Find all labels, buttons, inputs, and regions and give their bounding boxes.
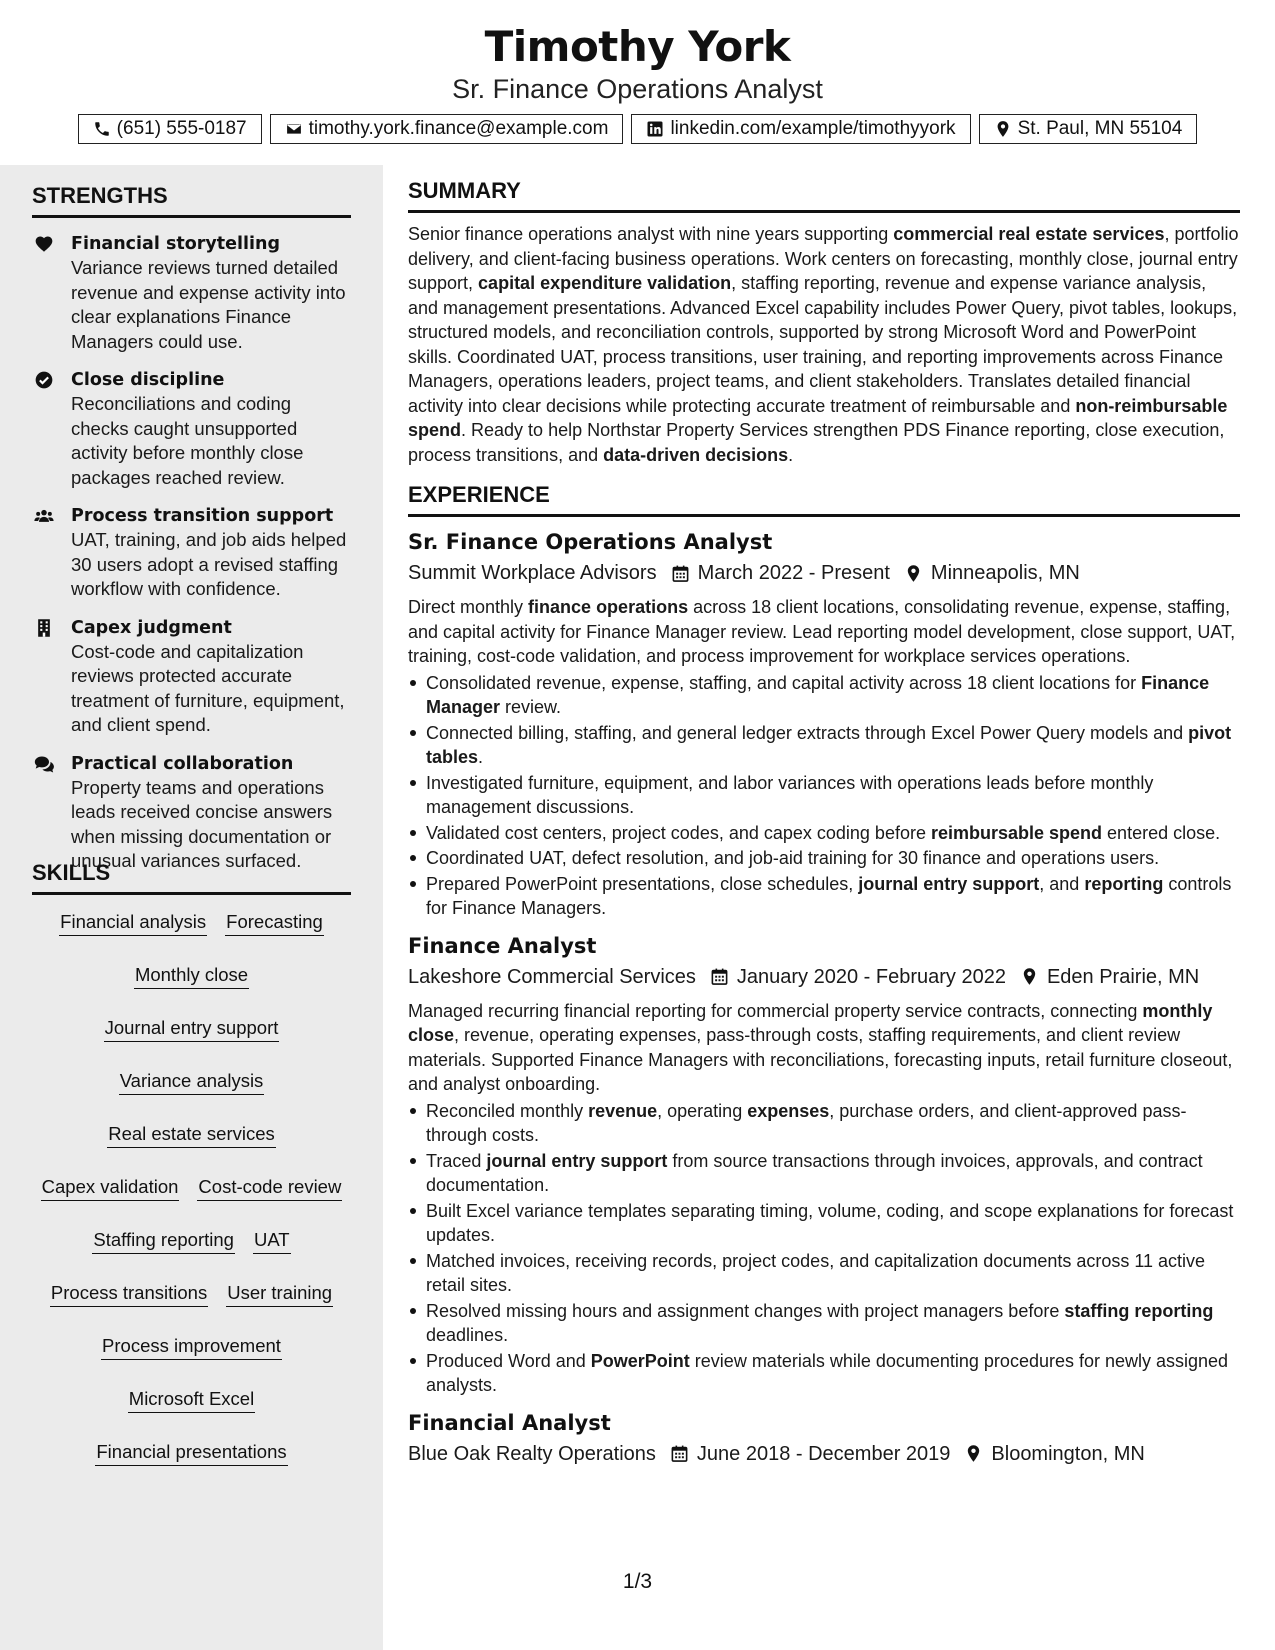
- contact-linkedin-text: linkedin.com/example/timothyyork: [670, 118, 956, 139]
- page-number: [0, 1570, 1275, 1594]
- emphasis-text: finance operations: [528, 597, 689, 617]
- emphasis-text: PowerPoint: [590, 1350, 690, 1371]
- comments-icon: [34, 754, 54, 774]
- skill-tag: Monthly close: [134, 962, 249, 989]
- emphasis-text: commercial real estate services: [893, 224, 1165, 244]
- summary-title: SUMMARY: [408, 178, 521, 203]
- envelope-icon: [285, 120, 303, 138]
- job-bullet: Matched invoices, receiving records, project codes, and capitalization documents across 11 active retail sites.: [408, 1249, 1240, 1298]
- job-bullet: Built Excel variance templates separating timing, volume, coding, and scope explanations for forecast updates.: [408, 1199, 1240, 1248]
- strength-item: [32, 504, 351, 602]
- section-divider: [408, 210, 1240, 213]
- job-intro: Direct monthly finance operations across 18 client locations, consolidating revenue, expense, staffing, and capital activity for Finance Manager review. Lead reporting model development, close support, UAT, training, cost-code validation, and process improvement for workplace services operations.: [408, 597, 1236, 666]
- sidebar: [0, 165, 383, 1650]
- emphasis-text: staffing reporting: [1064, 1300, 1214, 1321]
- strength-item: [32, 752, 351, 874]
- heart-icon: [34, 234, 54, 254]
- job-location: Minneapolis, MN: [930, 562, 1080, 584]
- skill-tag: Microsoft Excel: [128, 1386, 255, 1413]
- job-meta: [408, 559, 1240, 587]
- emphasis-text: expenses: [747, 1100, 830, 1121]
- job-dates: March 2022 - Present: [697, 562, 890, 584]
- contact-email[interactable]: [270, 114, 624, 144]
- emphasis-text: reporting: [1084, 873, 1164, 894]
- skill-tag: Forecasting: [225, 909, 324, 936]
- emphasis-text: monthly close: [408, 1000, 1213, 1045]
- contact-linkedin[interactable]: [631, 114, 970, 144]
- job-entry: [408, 932, 1240, 1398]
- emphasis-text: capital expenditure validation: [478, 273, 732, 293]
- map-pin-icon: [904, 564, 923, 583]
- job-intro: Managed recurring financial reporting for commercial property service contracts, connecting monthly close, revenue, operating expenses, pass-through costs, staffing requirements, and client review materials. Supported Finance Managers with reconciliations, forecasting inputs, retail furniture closeout, and analyst onboarding.: [408, 1000, 1233, 1094]
- strength-heading: Process transition support: [71, 506, 334, 526]
- job-bullet: Consolidated revenue, expense, staffing, and capital activity across 18 client locations for Finance Manager review.: [408, 671, 1240, 720]
- skills-list: [32, 909, 351, 1466]
- strength-heading: Practical collaboration: [71, 753, 294, 774]
- map-pin-icon: [1020, 967, 1039, 986]
- emphasis-text: non-reimbursable spend: [408, 395, 1228, 440]
- emphasis-text: data-driven decisions: [603, 444, 789, 465]
- job-bullets: [408, 1099, 1240, 1398]
- skill-tag: Staffing reporting: [92, 1227, 235, 1254]
- job-meta: [408, 1440, 1240, 1468]
- emphasis-text: revenue: [588, 1100, 658, 1121]
- experience-title: EXPERIENCE: [408, 482, 550, 507]
- job-dates: January 2020 - February 2022: [736, 965, 1006, 988]
- job-title: Finance Analyst: [408, 933, 597, 958]
- emphasis-text: Finance Manager: [426, 672, 1210, 717]
- section-divider: [32, 892, 351, 895]
- contact-phone[interactable]: [78, 114, 262, 144]
- job-dates: June 2018 - December 2019: [696, 1442, 951, 1465]
- skill-tag: Capex validation: [41, 1174, 180, 1201]
- strength-heading: Capex judgment: [71, 617, 232, 638]
- strength-heading: Financial storytelling: [71, 234, 281, 254]
- contact-bar: [0, 114, 1275, 144]
- contact-email-text: timothy.york.finance@example.com: [308, 118, 609, 139]
- calendar-icon: [670, 1444, 689, 1463]
- skill-tag: Process improvement: [101, 1333, 282, 1360]
- skill-tag: Variance analysis: [119, 1068, 265, 1095]
- job-bullet: Reconciled monthly revenue, operating expenses, purchase orders, and client-approved pass-through costs.: [408, 1099, 1240, 1148]
- map-pin-icon: [964, 1444, 983, 1463]
- job-bullet: Prepared PowerPoint presentations, close schedules, journal entry support, and reporting controls for Finance Managers.: [408, 872, 1240, 921]
- job-bullet: Connected billing, staffing, and general ledger extracts through Excel Power Query models and pivot tables.: [408, 721, 1240, 770]
- skill-tag: Financial presentations: [95, 1439, 287, 1466]
- resume-header: [0, 0, 1275, 165]
- skill-tag: Process transitions: [50, 1280, 208, 1307]
- strength-description: Reconciliations and coding checks caught unsupported activity before monthly close packages reached review.: [71, 393, 304, 488]
- job-bullets: [408, 671, 1240, 921]
- strength-item: [32, 232, 351, 354]
- job-entry: [408, 1409, 1240, 1468]
- page-number-text: 1/3: [622, 1570, 653, 1593]
- emphasis-text: journal entry support: [858, 873, 1040, 894]
- job-location: Bloomington, MN: [991, 1442, 1145, 1465]
- contact-location-text: St. Paul, MN 55104: [1017, 118, 1183, 139]
- linkedin-icon: [646, 120, 664, 138]
- phone-icon: [93, 120, 111, 138]
- skills-section: [32, 860, 351, 1466]
- skill-tag: Financial analysis: [59, 909, 207, 936]
- section-divider: [32, 215, 351, 218]
- skill-tag: User training: [226, 1280, 333, 1307]
- strength-item: [32, 616, 351, 738]
- strength-description: Variance reviews turned detailed revenue and expense activity into clear explanations Finance Managers could use.: [71, 257, 346, 352]
- job-company: Summit Workplace Advisors: [408, 562, 657, 584]
- summary-text: Senior finance operations analyst with nine years supporting commercial real estate services, portfolio delivery, and client-facing business operations. Work centers on forecasting, monthly close, journal entry support, capital expenditure validation, staffing reporting, revenue and expense variance analysis, and management presentations. Advanced Excel capability includes Power Query, pivot tables, lookups, structured models, and reconciliation controls, supported by strong Microsoft Word and PowerPoint skills. Coordinated UAT, process transitions, user training, and reporting improvements across Finance Managers, operations leaders, project teams, and client stakeholders. Translates detailed financial activity into clear decisions while protecting accurate treatment of reimbursable and non-reimbursable spend. Ready to help Northstar Property Services strengthen PDS Finance reporting, close execution, process transitions, and data-driven decisions.: [408, 224, 1239, 465]
- strengths-title: STRENGTHS: [32, 183, 168, 208]
- strength-description: UAT, training, and job aids helped 30 users adopt a revised staffing workflow with confidence.: [71, 529, 347, 599]
- job-company: Lakeshore Commercial Services: [408, 965, 696, 988]
- candidate-name: Timothy York: [484, 22, 791, 71]
- job-title: Sr. Finance Operations Analyst: [408, 530, 773, 554]
- job-location: Eden Prairie, MN: [1046, 965, 1200, 988]
- skill-tag: Cost-code review: [197, 1174, 342, 1201]
- job-bullet: Resolved missing hours and assignment changes with project managers before staffing reporting deadlines.: [408, 1299, 1240, 1348]
- strength-item: [32, 368, 351, 490]
- skill-tag: Real estate services: [107, 1121, 276, 1148]
- emphasis-text: journal entry support: [486, 1150, 668, 1171]
- candidate-title: Sr. Finance Operations Analyst: [452, 74, 823, 104]
- emphasis-text: reimbursable spend: [930, 822, 1103, 843]
- check-circle-icon: [34, 370, 54, 390]
- job-bullet: Coordinated UAT, defect resolution, and job-aid training for 30 finance and operations users.: [408, 846, 1240, 871]
- job-entry: [408, 528, 1240, 921]
- job-title: Financial Analyst: [408, 1410, 611, 1435]
- job-bullet: Traced journal entry support from source transactions through invoices, approvals, and contract documentation.: [408, 1149, 1240, 1198]
- job-bullet: Validated cost centers, project codes, and capex coding before reimbursable spend entered close.: [408, 821, 1240, 846]
- strength-heading: Close discipline: [71, 370, 225, 390]
- strengths-section: [32, 183, 351, 874]
- strength-description: Cost-code and capitalization reviews protected accurate treatment of furniture, equipment, and client spend.: [71, 640, 345, 735]
- calendar-icon: [710, 967, 729, 986]
- skill-tag: Journal entry support: [104, 1015, 280, 1042]
- building-icon: [34, 618, 54, 638]
- contact-phone-text: (651) 555-0187: [116, 118, 247, 139]
- job-bullet: Investigated furniture, equipment, and labor variances with operations leads before monthly management discussions.: [408, 771, 1240, 820]
- skills-title: SKILLS: [32, 860, 111, 885]
- strength-description: Property teams and operations leads received concise answers when missing documentation or unusual variances surfaced.: [71, 776, 333, 871]
- skill-tag: UAT: [253, 1227, 291, 1254]
- map-pin-icon: [994, 120, 1012, 138]
- job-bullet: Produced Word and PowerPoint review materials while documenting procedures for newly assigned analysts.: [408, 1349, 1240, 1398]
- calendar-icon: [671, 564, 690, 583]
- job-meta: [408, 963, 1240, 991]
- job-company: Blue Oak Realty Operations: [408, 1442, 656, 1465]
- section-divider: [408, 514, 1240, 517]
- emphasis-text: pivot tables: [426, 722, 1232, 767]
- contact-location[interactable]: [979, 114, 1198, 144]
- users-icon: [34, 506, 54, 526]
- main-content: [408, 178, 1240, 1468]
